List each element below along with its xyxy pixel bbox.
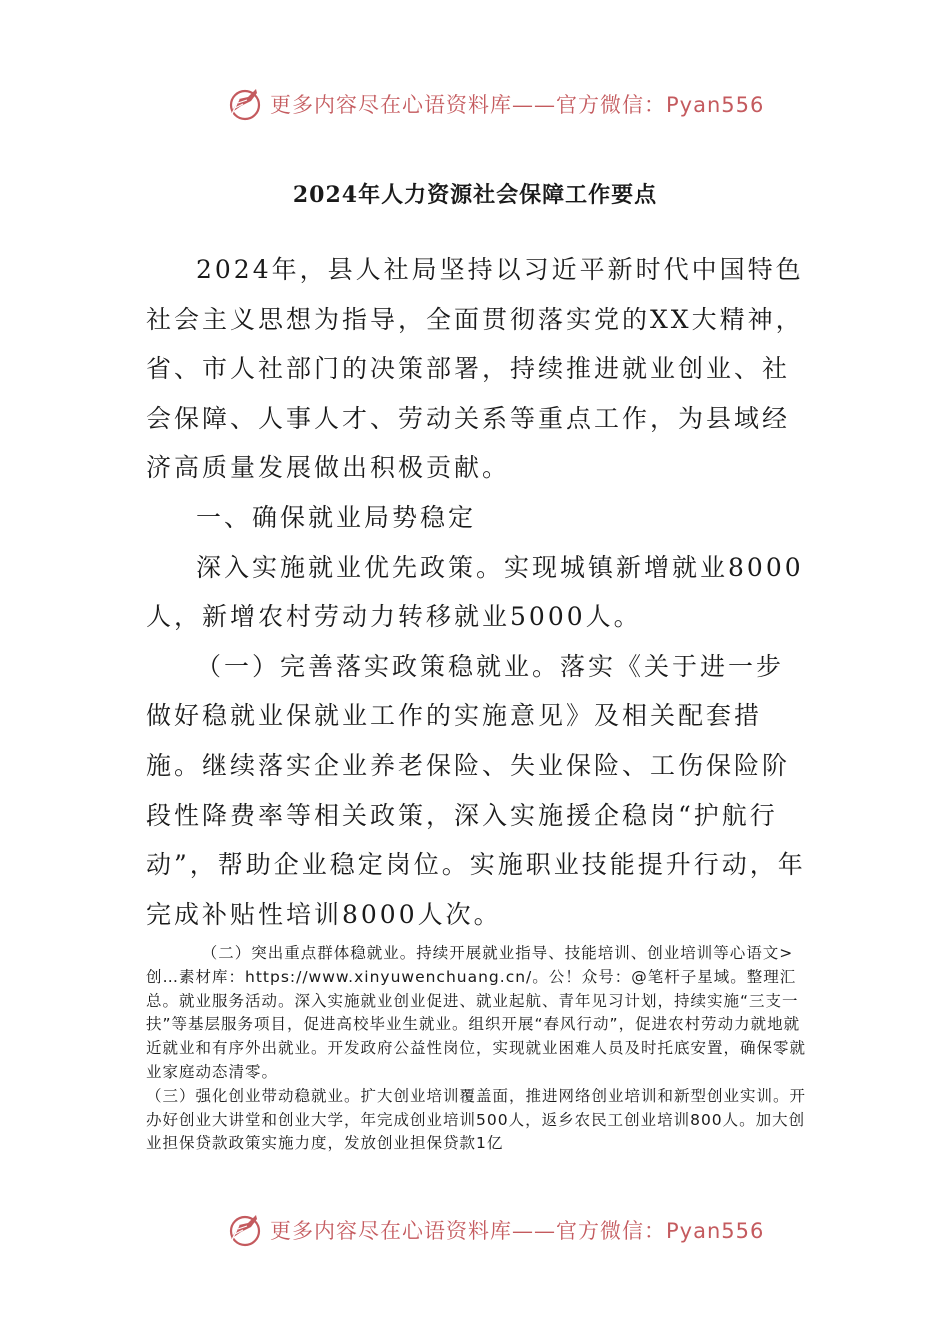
watermark-separator: —— — [512, 1219, 556, 1243]
watermark-contact-label: 官方微信： — [556, 93, 666, 117]
watermark-banner-top — [0, 80, 950, 130]
body-paragraph: （一）完善落实政策稳就业。落实《关于进一步做好稳就业保就业工作的实施意见》及相关配套措施。继续落实企业养老保险、失业保险、工伤保险阶段性降费率等相关政策，深入实施援企稳岗“护航行动”，帮助企业稳定岗位。实施职业技能提升行动，年完成补贴性培训8000人次。 — [146, 651, 806, 929]
watermark-brand: 更多内容尽在心语资料库 — [270, 93, 512, 117]
intro-paragraph: 2024年，县人社局坚持以习近平新时代中国特色社会主义思想为指导，全面贯彻落实党的XX大精神，省、市人社部门的决策部署，持续推进就业创业、社会保障、人事人才、劳动关系等重点工作，为县域经济高质量发展做出积极贡献。 — [146, 255, 804, 483]
watermark-separator: —— — [512, 93, 556, 117]
watermark-brand: 更多内容尽在心语资料库 — [270, 1219, 512, 1243]
watermark-contact-label: 官方微信： — [556, 1219, 666, 1243]
watermark-contact-id: Pyan556 — [666, 1219, 765, 1243]
section-heading: 一、确保就业局势稳定 — [196, 502, 477, 532]
document-title: 2024年人力资源社会保障工作要点 — [292, 182, 658, 208]
document-body — [146, 245, 806, 939]
watermark-banner-bottom — [0, 1206, 950, 1256]
body-paragraph-small: （二）突出重点群体稳就业。持续开展就业指导、技能培训、创业培训等心语文>创…素材库：https://www.xinyuwenchuang.cn/。公！众号：@笔杆子星域。整理汇总。就业服务活动。深入实施就业创业促进、就业起航、青年见习计划，持续实施“三支一扶”等基层服务项目，促进高校毕业生就业。组织开展“春风行动”，促进农村劳动力就地就近就业和有序外出就业。开发政府公益性岗位，实现就业困难人员及时托底安置，确保零就业家庭动态清零。 — [146, 944, 807, 1081]
watermark-text — [270, 1215, 764, 1245]
quill-pen-logo-icon — [226, 1210, 266, 1250]
quill-pen-logo-icon — [226, 84, 266, 124]
watermark-text — [270, 89, 764, 119]
watermark-contact-id: Pyan556 — [666, 93, 765, 117]
body-paragraph: 深入实施就业优先政策。实现城镇新增就业8000人，新增农村劳动力转移就业5000人。 — [146, 552, 804, 632]
body-paragraph-small: （三）强化创业带动稳就业。扩大创业培训覆盖面，推进网络创业培训和新型创业实训。开办好创业大讲堂和创业大学，年完成创业培训500人，返乡农民工创业培训800人。加大创业担保贷款政策实施力度，发放创业担保贷款1亿 — [146, 1086, 807, 1153]
document-body-small — [146, 942, 806, 1156]
